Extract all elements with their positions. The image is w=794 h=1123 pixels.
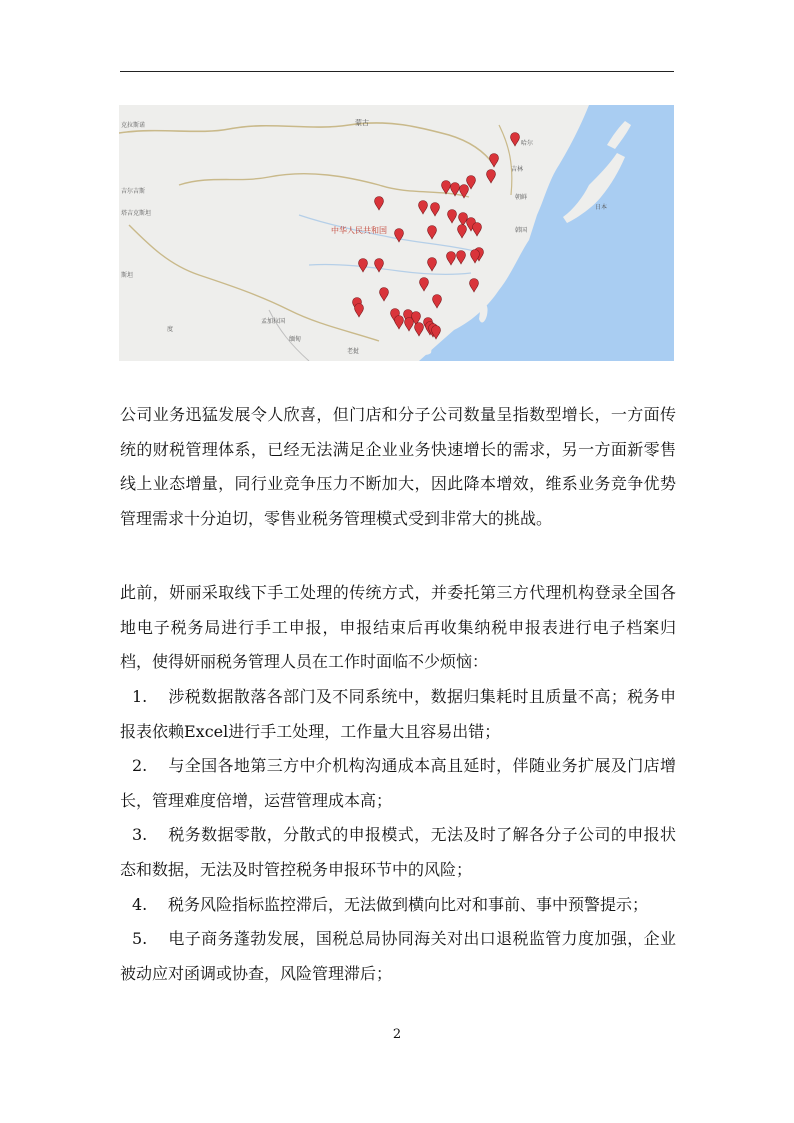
list-text: 与全国各地第三方中介机构沟通成本高且延时，伴随业务扩展及门店增长，管理难度倍增，运营管理成本高； (120, 756, 676, 810)
map-label-north-korea: 朝鲜 (515, 194, 528, 201)
map-label-russia: 克拉斯诺 (121, 122, 146, 129)
list-item (120, 749, 676, 818)
list-item (120, 922, 676, 991)
map-label-myanmar: 缅甸 (289, 336, 302, 343)
list-number: 5. (132, 929, 148, 949)
header-rule (120, 71, 674, 72)
map-label-china: 中华人民共和国 (331, 226, 387, 235)
list-number: 2. (132, 756, 148, 776)
list-item (120, 818, 676, 887)
list-number: 1. (132, 687, 148, 706)
map-label-kyrgyzstan: 吉尔吉斯 (121, 188, 146, 195)
map-label-laos: 老挝 (347, 348, 360, 355)
map-label-japan: 日本 (595, 204, 608, 211)
list-number: 3. (132, 825, 148, 845)
list-text: 涉税数据散落各部门及不同系统中，数据归集耗时且质量不高；税务申报表依赖Excel进行手工处理，工作量大且容易出错； (120, 687, 676, 741)
list-item (120, 680, 676, 749)
list-item (120, 888, 676, 923)
list-number: 4. (132, 894, 148, 914)
map-label-harbin: 哈尔 (521, 140, 534, 147)
list-text: 电子商务蓬勃发展，国税总局协同海关对出口退税监管力度加强，企业被动应对函调或协查，风险管理滞后； (120, 929, 676, 983)
store-location-map (119, 105, 674, 361)
map-label-tajikistan: 塔吉克斯坦 (121, 210, 152, 217)
map-label-bangladesh: 孟加拉国 (261, 318, 286, 325)
page-number: 2 (392, 1027, 402, 1042)
list-text: 税务数据零散，分散式的申报模式，无法及时了解各分子公司的申报状态和数据，无法及时管控税务申报环节中的风险； (120, 825, 676, 879)
map-label-mongolia: 蒙古 (355, 119, 369, 127)
map-label-india: 度 (167, 326, 174, 333)
map-label-south-korea: 韩国 (515, 227, 528, 234)
map-label-jilin: 吉林 (511, 166, 524, 173)
list-text: 税务风险指标监控滞后，无法做到横向比对和事前、事中预警提示； (168, 894, 649, 914)
pain-point-list (120, 680, 676, 991)
map-label-kazakh: 斯坦 (121, 272, 134, 279)
map-graphic (119, 105, 674, 361)
paragraph-previous-method: 此前，妍丽采取线下手工处理的传统方式，并委托第三方代理机构登录全国各地电子税务局进行手工申报，申报结束后再收集纳税申报表进行电子档案归档，使得妍丽税务管理人员在工作时面临不少烦恼： (120, 583, 676, 672)
paragraph-intro: 公司业务迅猛发展令人欣喜，但门店和分子公司数量呈指数型增长，一方面传统的财税管理体系，已经无法满足企业业务快速增长的需求，另一方面新零售线上业态增量，同行业竞争压力不断加大，因此降本增效，维系业务竞争优势管理需求十分迫切，零售业税务管理模式受到非常大的挑战。 (120, 405, 676, 528)
